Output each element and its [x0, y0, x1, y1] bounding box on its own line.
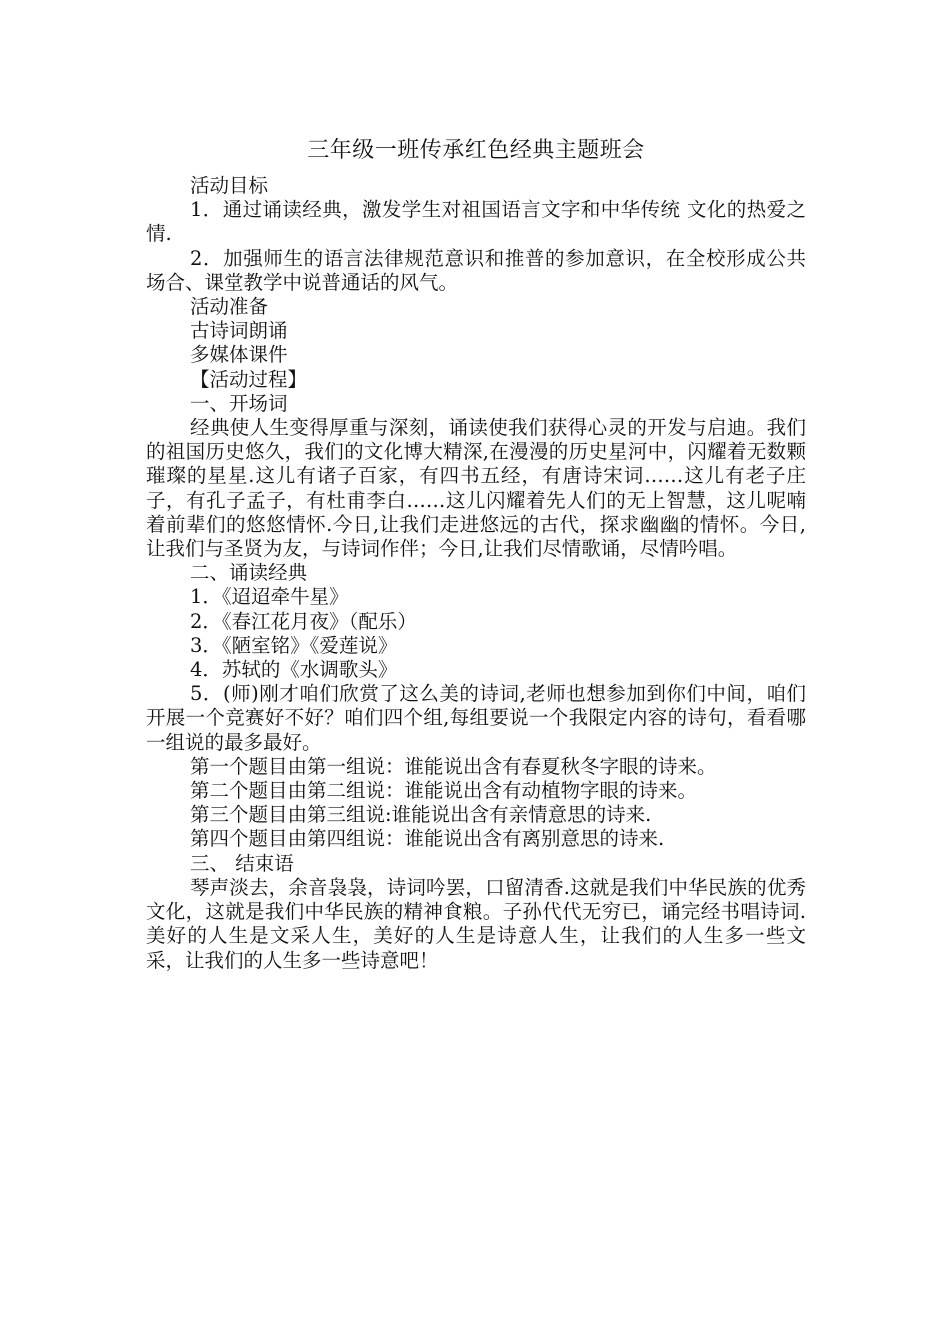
document-page: [146, 134, 806, 973]
question-group-4: 第四个题目由第四组说：谁能说出含有离别意思的诗来.: [190, 827, 665, 851]
question-group-2: 第二个题目由第二组说：谁能说出含有动植物字眼的诗来。: [190, 779, 698, 803]
preparation-item-poetry: 古诗词朗诵: [190, 319, 288, 343]
goal-item-1: 1．通过诵读经典，激发学生对祖国语言文字和中华传统 文化的热爱之情.: [146, 198, 806, 246]
recitation-item-2: 2．《春江花月夜》（配乐）: [190, 609, 417, 633]
heading-activity-process: 【活动过程】: [190, 367, 308, 391]
section-heading-opening: 一、开场词: [190, 391, 288, 415]
document-title: 三年级一班传承红色经典主题班会: [307, 138, 645, 163]
section-heading-recitation: 二、诵读经典: [190, 561, 308, 585]
opening-paragraph: 经典使人生变得厚重与深刻，诵读使我们获得心灵的开发与启迪。我们的祖国历史悠久，我们的文化博大精深,在漫漫的历史星河中，闪耀着无数颗璀璨的星星.这儿有诸子百家，有四书五经，有唐诗宋词……这儿有老子庄子，有孔子孟子，有杜甫李白……这儿闪耀着先人们的无上智慧，这儿呢喃着前辈们的悠悠情怀.今日,让我们走进悠远的古代，探求幽幽的情怀。今日,让我们与圣贤为友，与诗词作伴；今日,让我们尽情歌诵，尽情吟唱。: [146, 416, 806, 561]
section-heading-closing: 三、 结束语: [190, 851, 294, 875]
recitation-item-4: 4．苏轼的《水调歌头》: [190, 658, 398, 682]
recitation-item-1: 1．《迢迢牵牛星》: [190, 585, 349, 609]
recitation-item-5: 5．(师)刚才咱们欣赏了这么美的诗词,老师也想参加到你们中间，咱们开展一个竞赛好不好？咱们四个组,每组要说一个我限定内容的诗句，看看哪一组说的最多最好。: [146, 682, 806, 754]
closing-paragraph: 琴声淡去，余音袅袅，诗词吟罢，口留清香.这就是我们中华民族的优秀文化，这就是我们中华民族的精神食粮。子孙代代无穷已，诵完经书唱诗词.美好的人生是文采人生，美好的人生是诗意人生，让我们的人生多一些文采，让我们的人生多一些诗意吧！: [146, 875, 806, 972]
recitation-item-3: 3．《陋室铭》《爱莲说》: [190, 633, 398, 657]
heading-activity-preparation: 活动准备: [190, 295, 269, 319]
question-group-3: 第三个题目由第三组说:谁能说出含有亲情意思的诗来.: [190, 803, 652, 827]
heading-activity-goals: 活动目标: [190, 174, 269, 197]
preparation-item-multimedia: 多媒体课件: [190, 343, 288, 367]
goal-item-2: 2．加强师生的语言法律规范意识和推普的参加意识，在全校形成公共场合、课堂教学中说普通话的风气。: [146, 246, 806, 294]
question-group-1: 第一个题目由第一组说：谁能说出含有春夏秋冬字眼的诗来。: [190, 754, 717, 778]
